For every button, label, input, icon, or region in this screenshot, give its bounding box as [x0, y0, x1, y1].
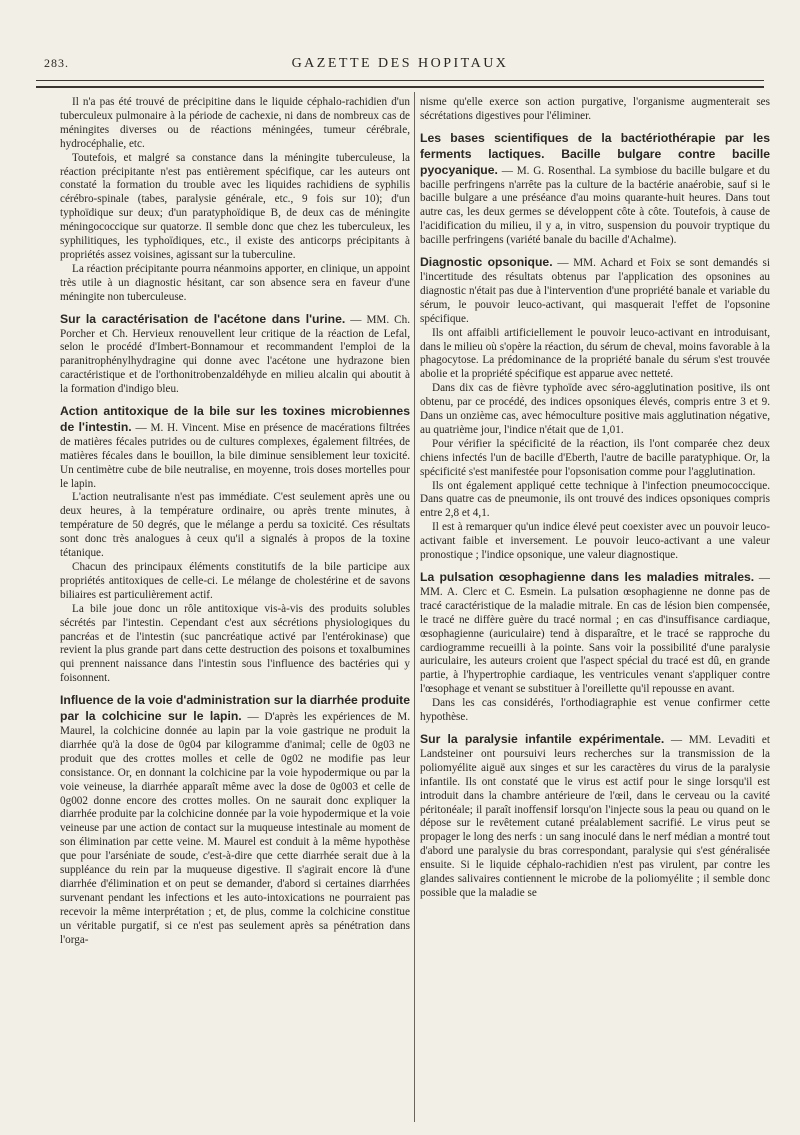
section-text: — M. H. Vincent. Mise en présence de macérations filtrées de matières fécales putrides ou de cultures complexes, également filtrées, de matières fécales dans le bouillon, la bile diminue sensiblement leur toxicité. Un centimètre cube de bile neutralise, en moyenne, trois doses mortelles pour le lapin.	[60, 421, 410, 490]
section-heading: Action antitoxique de la bile sur les toxines microbiennes de l'intestin.	[60, 404, 410, 434]
section-text: — M. G. Rosenthal. La symbiose du bacille bulgare et du bacille perfringens n'arrête pas la culture de la bactérie anaérobie, sauf si le bacille bulgare a une préséance d'au moins quarante-huit heures. Dans tout autre cas, les deux germes se développent côte à côte. Toutefois, à cause de l'acidification du milieu, il y a, in vitro, suspension du pouvoir tryptique du bacille perfringens (variété banale du bacille d'Achalme).	[420, 164, 770, 247]
section-heading: Sur la paralysie infantile expérimentale.	[420, 731, 665, 746]
section-oesophageal	[420, 570, 770, 725]
section-text: — MM. Levaditi et Landsteiner ont poursuivi leurs recherches sur la transmission de la poliomyélite aiguë aux singes et sur les caractères du virus de la paralysie infantile. Ils ont constaté que le virus est actif pour le singe lorsqu'il est introduit dans la chambre antérieure de l'œil, dans le cerveau ou la cavité péritonéale; il paraît inoffensif lorsqu'on l'injecte sous la peau ou quand on le dépose sur le revêtement cutané préalablement sacrifié. Le virus peut se propager le long des nerfs : un sang inoculé dans le nerf médian a montré tout d'abord une paralysie du bras correspondant, paralysie qui s'est généralisée ensuite. Si le liquide céphalo-rachidien n'est pas virulent, par contre les glandes salivaires contiennent le microbe de la poliomyélite ; il semble donc possible que la maladie se	[420, 733, 770, 899]
header-rule-thin	[36, 80, 764, 81]
section-text: — MM. A. Clerc et C. Esmein. La pulsation œsophagienne ne donne pas de tracé caractéristique de la maladie mitrale. En cas de lésion bien compensée, le tracé ne diffère guère du tracé normal ; en cas d'insuffisance cardiaque, œsophagienne (auriculaire) tend à disparaître, et le tracé se rapproche du cardiogramme recueilli à la pointe. Sans voir la possibilité d'une paralysie auriculaire, les auteurs croient que l'aspect spécial du tracé est dû, en grande partie, à l'hypertrophie cardiaque, les ventricules venant s'appliquer contre l'œsophage et venant se substituer à l'oreillette qu'il repousse en avant.	[420, 572, 770, 696]
section-text: — D'après les expériences de M. Maurel, la colchicine donnée au lapin par la voie gastrique ne produit la diarrhée qu'à la dose de 0g04 par kilogramme d'animal; celle de 0g03 ne produit que des crottes molles et celle de 0g02 ne modifie pas leur consistance. Or, en donnant la colchicine par la voie hypodermique ou par la voie veineuse, la diarrhée apparaît même avec la dose de 0g003 et celle de 0g002 donne encore des crottes molles. On ne saurait donc expliquer la diarrhée produite par la colchicine donnée par la voie hypodermique et la voie veineuse par une action de contact sur la muqueuse intestinale au moment de son élimination par cette veine. M. Maurel est conduit à la même hypothèse que pour l'arséniate de soude, c'est-à-dire que cette diarrhée serait due à la suppléance du rein par la muqueuse digestive. Il s'agirait encore là d'une diarrhée d'élimination et on peut se demander, d'abord si certaines diarrhées survenant pendant les infections et les auto-intoxications ne pourraient pas recevoir la même interprétation ; et, de plus, comme la colchicine constitue un véritable purgatif, si ce n'est pas seulement après sa pénétration dans l'orga-	[60, 711, 410, 946]
section-heading: Les bases scientifiques de la bactériothérapie par les ferments lactiques. Bacille bulgare contre bacille pyocyanique.	[420, 130, 770, 177]
section-text: — MM. Ch. Porcher et Ch. Hervieux renouvellent leur critique de la réaction de Lefal, selon le procédé d'Imbert-Bonnamour et recommandent l'emploi de la paranitrophénylhydragine qui donne avec l'acétone une hydrazone bien caractéristique et de l'orthonitrobenzaldéhyde en milieu alcalin qui aboutit à la formation d'indigo bleu.	[60, 313, 410, 396]
running-title: GAZETTE DES HOPITAUX	[291, 56, 509, 71]
paragraph: nisme qu'elle exerce son action purgative, l'organisme augmenterait ses sécrétations digestives pour l'éliminer.	[420, 96, 770, 122]
right-column	[420, 96, 770, 1126]
paragraph: Pour vérifier la spécificité de la réaction, ils l'ont comparée chez deux chiens infectés l'un de bacille d'Eberth, l'autre de bacille paratyphique. Or, la spécificité s'est manifestée pour l'opsonisation comme pour l'agglutination.	[420, 437, 770, 478]
paragraph: Il est à remarquer qu'un indice élevé peut coexister avec un pouvoir leuco-activant faible et inversement. Le pouvoir leuco-activant a une valeur pronostique ; l'indice opsonique, une valeur diagnostique.	[420, 521, 770, 562]
section-opsonic	[420, 255, 770, 563]
paragraph: Dans dix cas de fièvre typhoïde avec séro-agglutination positive, ils ont obtenu, par ce procédé, des indices opsoniques élevés, compris entre 3 et 9. Dans un onzième cas, avec hémoculture positive mais agglutination négative, au quatrième jour, l'indice n'était que de 1,01.	[420, 382, 770, 436]
section-acetone	[60, 312, 410, 397]
paragraph: Ils ont également appliqué cette technique à l'infection pneumococcique. Dans quatre cas de pneumonie, ils ont trouvé des indices opsoniques compris entre 2,8 et 4,1.	[420, 479, 770, 520]
paragraph: Dans les cas considérés, l'orthodiagraphie est venue confirmer cette hypothèse.	[420, 697, 770, 724]
section-heading: Sur la caractérisation de l'acétone dans l'urine.	[60, 311, 346, 326]
paragraph: Ils ont affaibli artificiellement le pouvoir leuco-activant en introduisant, dans le milieu où s'opère la réaction, du sérum de cheval, moins favorable à la phagocytose. La prédominance de la propriété banale du sérum s'est trouvée abolie et la propriété spécifique est apparue avec netteté.	[420, 326, 770, 381]
section-bacteriotherapy	[420, 131, 770, 248]
section-bile	[60, 404, 410, 686]
paragraph: L'action neutralisante n'est pas immédiate. C'est seulement après une ou deux heures, à la température ordinaire, ou après trente minutes, à température de 50 degrés, que le mélange a perdu sa toxicité. Ces résultats sont donc très analogues à ceux qu'il a signalés à propos de la toxine tétanique.	[60, 491, 410, 560]
paragraph: La bile joue donc un rôle antitoxique vis-à-vis des produits solubles sécrétés par l'intestin. Cependant c'est aux sécrétions physiologiques du pancréas et de l'intestin (suc pancréatique activé par l'entérokinase) que revient la plus grande part dans cette destruction des poisons et toxalbumines qui prennent naissance dans l'intestin sous l'influence des bactéries qui y foisonnent.	[60, 602, 410, 685]
header-rule-thick	[36, 86, 764, 88]
page-header	[36, 56, 764, 76]
page-number: 283.	[44, 56, 69, 70]
paragraph: Chacun des principaux éléments constitutifs de la bile participe aux propriétés antitoxiques de celle-ci. Le mélange de cholestérine et de savons biliaires est particulièrement actif.	[60, 561, 410, 601]
section-polio	[420, 732, 770, 901]
section-text: — MM. Achard et Foix se sont demandés si l'incertitude des résultats obtenus par l'application des opsonines au diagnostic n'était pas due à l'intervention d'une propriété banale et variable du sérum, le pouvoir leuco-activant, qui masquerait l'effet de l'opsonine spécifique.	[420, 257, 770, 325]
section-colchicine	[60, 693, 410, 947]
section-heading: Influence de la voie d'administration sur la diarrhée produite par la colchicine sur le lapin.	[60, 693, 410, 724]
left-column	[60, 96, 410, 1126]
section-heading: Diagnostic opsonique.	[420, 255, 553, 270]
paragraph: Toutefois, et malgré sa constance dans la méningite tuberculeuse, la réaction précipitante n'est pas entièrement spécifique, car les auteurs ont constaté la formation du trouble avec les liquides rachidiens de syphilis cérébro-spinale (tabes, paralysie générale, etc., 9 fois sur 10); d'un typhoïdique sur deux; d'un paratyphoïdique B, de deux cas de méningite méningococcique sur quatorze. Il semble donc que chez les tuberculeux, les syphilitiques, les typhoïdiques, etc., il existe des anticorps précipitants à propriétés assez voisines, agissant sur la tuberculine.	[60, 151, 410, 261]
paragraph: La réaction précipitante pourra néanmoins apporter, en clinique, un appoint très utile à un diagnostic hésitant, car son absence sera en faveur d'une méningite non tuberculeuse.	[60, 262, 410, 303]
column-divider	[414, 92, 415, 1122]
paragraph: Il n'a pas été trouvé de précipitine dans le liquide céphalo-rachidien d'un tuberculeux pulmonaire à la période de cachexie, ni dans de nombreux cas de méningites diverses ou de réactions méningées, tumeur cérébrale, hydrocéphalie, etc.	[60, 96, 410, 150]
section-heading: La pulsation œsophagienne dans les maladies mitrales.	[420, 570, 755, 584]
